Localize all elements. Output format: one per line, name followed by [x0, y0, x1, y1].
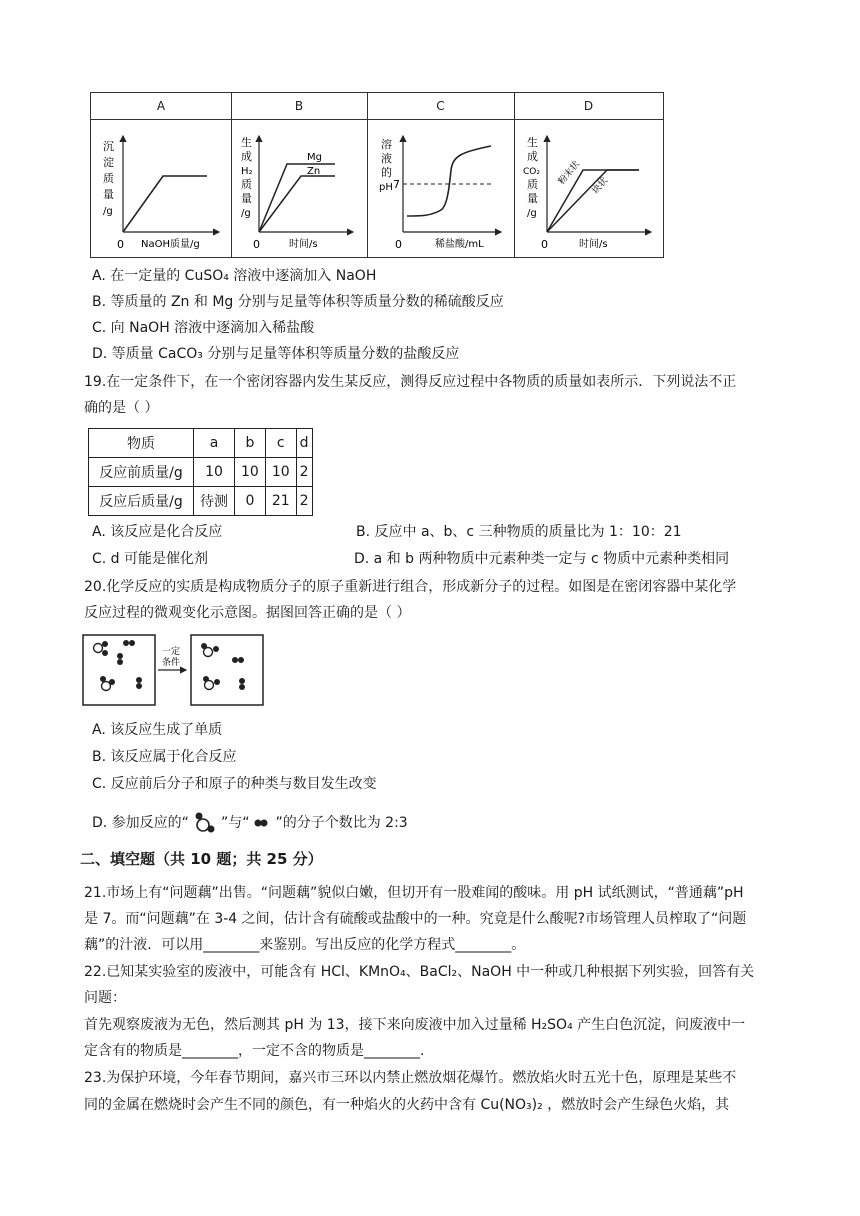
xlabel-c: 稀盐酸/mL: [435, 239, 484, 250]
panel-c-header: C: [367, 93, 514, 120]
table-cell: 2: [296, 487, 312, 516]
ylabel-c-0: 溶: [381, 138, 392, 151]
q20-option-a[interactable]: A. 该反应生成了单质: [92, 722, 223, 738]
series-d-powder: 粉末状: [556, 159, 582, 187]
table-header-cell: c: [265, 429, 296, 458]
q19-mass-table: [88, 428, 313, 516]
table-cell: 10: [194, 458, 235, 487]
ylabel-c-3: pH: [379, 182, 393, 193]
q19-option-d[interactable]: D. a 和 b 两种物质中元素种类一定与 c 物质中元素种类相同: [354, 551, 730, 567]
table-header-row: [89, 429, 313, 458]
ylabel-d-1: 成: [527, 150, 538, 163]
option-d-text-2: ”与“: [220, 815, 250, 831]
section-2-title: 二、填空题（共 10 题；共 25 分）: [80, 850, 323, 868]
ylabel-b-5: /g: [241, 208, 251, 219]
reaction-diagram-svg: [82, 634, 264, 706]
table-header-cell: a: [194, 429, 235, 458]
ylabel-a-4: /g: [103, 206, 113, 217]
q21-line-1: 21.市场上有“问题藕”出售。“问题藕”貌似白嫩，但切开有一股难闻的酸味。用 pH 试纸测试，“普通藕”pH: [84, 885, 744, 901]
origin-d: 0: [541, 238, 548, 251]
curve-c: [407, 146, 491, 216]
q18-graph-panels: [90, 92, 664, 258]
q22-line-4: 定含有的物质是________，一定不含的物质是________.: [84, 1043, 425, 1059]
origin-a: 0: [117, 238, 124, 251]
panel-d-header: D: [514, 93, 663, 120]
tick-c-7: 7: [393, 178, 400, 191]
ylabel-b-2: H₂: [241, 166, 253, 177]
ylabel-c-1: 液: [381, 152, 392, 165]
panel-a-header: A: [91, 93, 231, 120]
table-cell: 待测: [194, 487, 235, 516]
table-cell: 0: [235, 487, 266, 516]
origin-b: 0: [253, 238, 260, 251]
q18-option-b[interactable]: B. 等质量的 Zn 和 Mg 分别与足量等体积等质量分数的稀硫酸反应: [92, 294, 504, 310]
series-b-mg: Mg: [307, 152, 322, 163]
xlabel-a: NaOH质量/g: [141, 239, 200, 250]
q18-option-c[interactable]: C. 向 NaOH 溶液中逐滴加入稀盐酸: [92, 320, 315, 336]
table-cell: 反应前质量/g: [89, 458, 194, 487]
q19-option-b[interactable]: B. 反应中 a、b、c 三种物质的质量比为 1：10：21: [356, 524, 682, 540]
q20-stem-line2: 反应过程的微观变化示意图。据图回答正确的是（ ）: [84, 605, 411, 621]
option-d-text-1: D. 参加反应的“: [92, 815, 189, 831]
arrow-label-line1: 一定: [162, 647, 181, 657]
graph-b: [241, 135, 353, 251]
ylabel-a-3: 量: [103, 188, 114, 201]
q19-option-c[interactable]: C. d 可能是催化剂: [92, 551, 209, 567]
q19-stem-line2: 确的是（ ）: [84, 400, 159, 416]
q19-option-a[interactable]: A. 该反应是化合反应: [92, 524, 223, 540]
q18-option-d[interactable]: D. 等质量 CaCO₃ 分别与足量等体积等质量分数的盐酸反应: [92, 346, 460, 362]
table-cell: 反应后质量/g: [89, 487, 194, 516]
ylabel-b-0: 生: [241, 136, 252, 149]
arrow-label-line2: 条件: [162, 658, 181, 668]
ylabel-a-1: 淀: [103, 156, 114, 169]
table-cell: 21: [265, 487, 296, 516]
table-cell: 10: [265, 458, 296, 487]
ylabel-c-2: 的: [381, 166, 392, 179]
ylabel-b-1: 成: [241, 150, 252, 163]
series-b-zn: Zn: [307, 166, 321, 177]
ylabel-a-0: 沉: [103, 140, 114, 153]
q22-line-3: 首先观察废液为无色，然后测其 pH 为 13，接下来向废液中加入过量稀 H₂SO₄ 产生白色沉淀，问废液中一: [84, 1017, 746, 1033]
q20-stem-line1: 20.化学反应的实质是构成物质分子的原子重新进行组合，形成新分子的过程。如图是在密闭容器中某化学: [84, 579, 737, 595]
table-cell: 2: [296, 458, 312, 487]
ylabel-d-5: /g: [527, 208, 537, 219]
graph-d: [523, 135, 651, 251]
compound-molecule-icon: [191, 810, 219, 836]
q23-line-2: 同的金属在燃烧时会产生不同的颜色，有一种焰火的火药中含有 Cu(NO₃)₂ ，燃放时会产生绿色火焰，其: [84, 1097, 730, 1113]
table-row: [89, 487, 313, 516]
graph-a: [103, 136, 219, 251]
option-d-text-3: ”的分子个数比为 2:3: [275, 815, 408, 831]
q18-option-a[interactable]: A. 在一定量的 CuSO₄ 溶液中逐滴加入 NaOH: [92, 268, 377, 284]
q20-option-c[interactable]: C. 反应前后分子和原子的种类与数目发生改变: [92, 776, 377, 792]
curve-b-mg: [259, 164, 335, 232]
ylabel-d-3: 质: [527, 178, 538, 191]
q20-option-d[interactable]: [92, 810, 408, 836]
q23-line-1: 23.为保护环境，今年春节期间，嘉兴市三环以内禁止燃放烟花爆竹。燃放焰火时五光十色，原理是某些不: [84, 1070, 737, 1086]
q19-stem-line1: 19.在一定条件下，在一个密闭容器内发生某反应，测得反应过程中各物质的质量如表所示．下列说法不正: [84, 374, 737, 390]
table-cell: 10: [235, 458, 266, 487]
curve-a: [123, 176, 207, 232]
q21-line-3: 藕”的汁液．可以用________来鉴别。写出反应的化学方程式________。: [84, 937, 526, 953]
q20-reaction-diagram: [82, 634, 264, 706]
origin-c: 0: [395, 238, 402, 251]
ylabel-d-2: CO₂: [523, 167, 540, 177]
q20-option-b[interactable]: B. 该反应属于化合反应: [92, 749, 237, 765]
xlabel-b: 时间/s: [289, 239, 318, 250]
table-row: [89, 458, 313, 487]
ylabel-d-0: 生: [527, 136, 538, 149]
table-header-cell: 物质: [89, 429, 194, 458]
q21-line-2: 是 7。而“问题藕”在 3-4 之间，估计含有硫酸或盐酸中的一种。究竟是什么酸呢?市场管理人员榨取了“问题: [84, 911, 747, 927]
ylabel-b-4: 量: [241, 192, 252, 205]
xlabel-d: 时间/s: [579, 239, 608, 250]
panel-b-header: B: [231, 93, 367, 120]
graph-c: [379, 136, 501, 251]
ylabel-b-3: 质: [241, 178, 252, 191]
q18-graphs-svg: [91, 120, 663, 257]
table-header-cell: d: [296, 429, 312, 458]
q22-line-1: 22.已知某实验室的废液中，可能含有 HCl、KMnO₄、BaCl₂、NaOH 中一种或几种根据下列实验，回答有关: [84, 964, 755, 980]
table-header-cell: b: [235, 429, 266, 458]
diatomic-molecule-icon: [251, 816, 273, 830]
series-d-block: 块状: [590, 175, 611, 197]
ylabel-a-2: 质: [103, 172, 114, 185]
q22-line-2: 问题：: [84, 990, 126, 1006]
ylabel-d-4: 量: [527, 192, 538, 205]
